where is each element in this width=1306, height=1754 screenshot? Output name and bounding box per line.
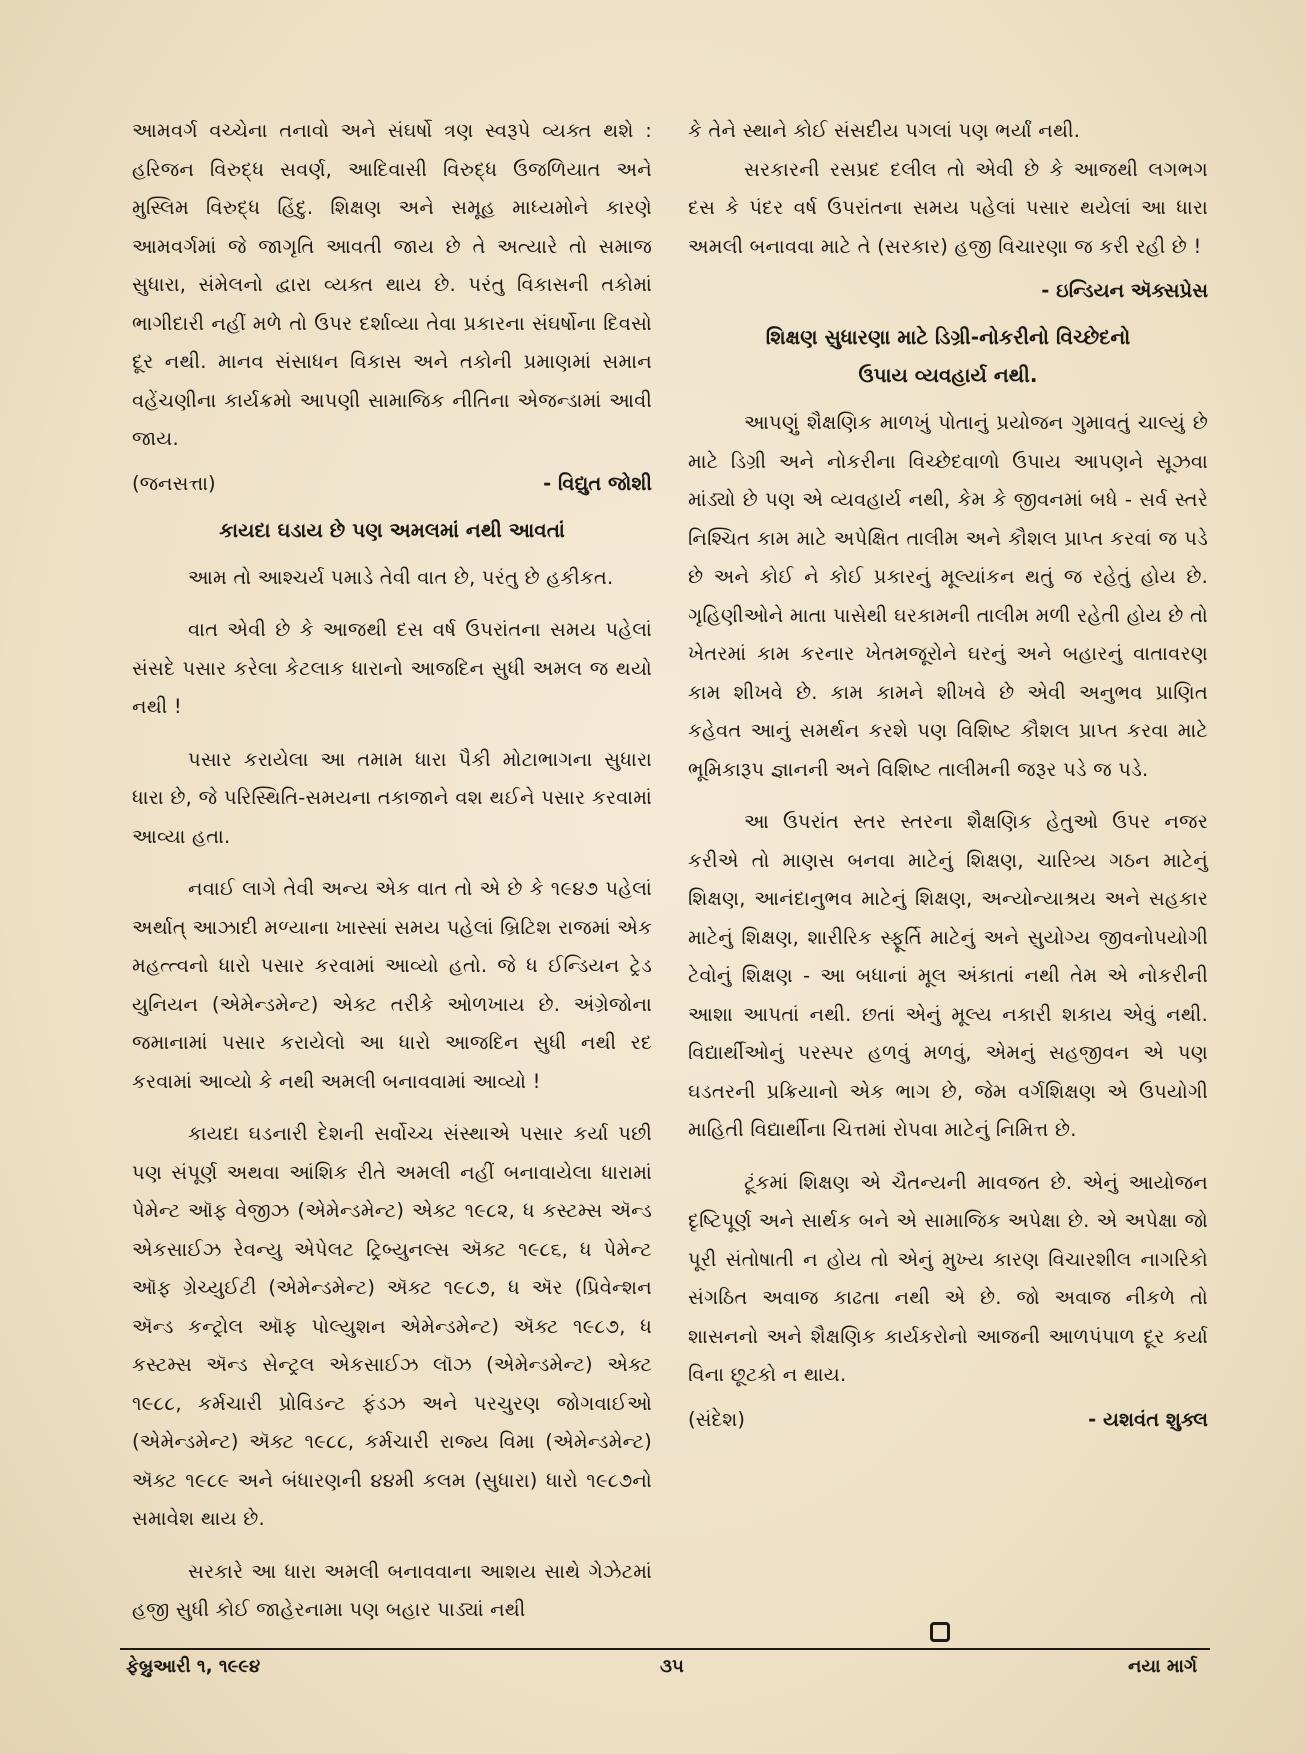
- section-heading: [688, 318, 1208, 394]
- article-paragraph: આમવર્ગ વચ્ચેના તનાવો અને સંઘર્ષો ત્રણ સ્વરૂપે વ્યક્ત થશે : હરિજન વિરુદ્ધ સવર્ણ, આદિવાસી વિરુદ્ધ ઉજળિયાત અને મુસ્લિમ વિરુદ્ધ હિંદુ. શિક્ષણ અને સમૂહ માધ્યમોને કારણે આમવર્ગમાં જે જાગૃતિ આવતી જાય છે તે અત્યારે તો સમાજ સુધારા, સંમેલનો દ્વારા વ્યક્ત થાય છે. પરંતુ વિકાસની તકોમાં ભાગીદારી નહીં મળે તો ઉપર દર્શાવ્યા તેવા પ્રકારના સંઘર્ષોના દિવસો દૂર નથી. માનવ સંસાધન વિકાસ અને તકોની પ્રમાણમાં સમાન વહેંચણીના કાર્યક્રમો આપણી સામાજિક નીતિના એજન્ડામાં આવી જાય.: [132, 119, 652, 450]
- article-paragraph: આપણું શૈક્ષણિક માળખું પોતાનું પ્રયોજન ગુમાવતું ચાલ્યું છે માટે ડિગ્રી અને નોકરીના વિચ્છેદવાળો ઉપાય આપણને સૂઝવા માંડ્યો છે પણ એ વ્યવહાર્ય નથી, કેમ કે જીવનમાં બધે - સર્વ સ્તરે નિશ્ચિત કામ માટે અપેક્ષિત તાલીમ અને કૌશલ પ્રાપ્ત કરવાં જ પડે છે અને કોઈ ને કોઈ પ્રકારનું મૂલ્યાંકન થતું જ રહેતું હોય છે. ગૃહિણીઓને માતા પાસેથી ઘરકામની તાલીમ મળી રહેતી હોય છે તો ખેતરમાં કામ કરનાર ખેતમજૂરોને ઘરનું અને બહારનું વાતાવરણ કામ શીખવે છે. કામ કામને શીખવે છે એવી અનુભવ પ્રાણિત કહેવત આનું સમર્થન કરશે પણ વિશિષ્ટ કૌશલ પ્રાપ્ત કરવા માટે ભૂમિકારૂપ જ્ઞાનની અને વિશિષ્ટ તાલીમની જરૂર પડે જ પડે.: [688, 411, 1208, 781]
- attribution: [132, 465, 652, 503]
- article-paragraph: પસાર કરાયેલા આ તમામ ધારા પૈકી મોટાભાગના સુધારા ધારા છે, જે પરિસ્થિતિ-સમયના તકાજાને વશ થઈને પસાર કરવામાં આવ્યા હતા.: [132, 747, 652, 848]
- section-heading-line: ઉપાય વ્યવહાર્ય નથી.: [858, 363, 1038, 387]
- attribution-author: - ઇન્ડિયન ઍક્સપ્રેસ: [1041, 279, 1208, 302]
- left-column: [132, 112, 652, 1630]
- attribution-author: - યશવંત શુક્લ: [1088, 1407, 1208, 1431]
- footer-rule: [120, 1648, 1210, 1650]
- article-paragraph: નવાઈ લાગે તેવી અન્ય એક વાત તો એ છે કે ૧૯૪૭ પહેલાં અર્થાત્ આઝાદી મળ્યાના ખાસ્સાં સમય પહેલાં બ્રિટિશ રાજમાં એક મહત્ત્વનો ધારો પસાર કરવામાં આવ્યો હતો. જે ધ ઈન્ડિયન ટ્રેડ યુનિયન (એમેન્ડમેન્ટ) એક્ટ તરીકે ઓળખાય છે. અંગ્રેજોના જમાનામાં પસાર કરાયેલો આ ધારો આજદિન સુધી નથી રદ કરવામાં આવ્યો કે નથી અમલી બનાવવામાં આવ્યો !: [132, 877, 652, 1093]
- section-heading: કાયદા ઘડાય છે પણ અમલમાં નથી આવતાં: [219, 517, 565, 542]
- publication-name: નયા માર્ગ: [1128, 1656, 1198, 1677]
- article-paragraph: ટૂંકમાં શિક્ષણ એ ચૈતન્યની માવજત છે. એનું આયોજન દૃષ્ટિપૂર્ણ અને સાર્થક બને એ સામાજિક અપેક્ષા છે. એ અપેક્ષા જો પૂરી સંતોષાતી ન હોય તો એનું મુખ્ય કારણ વિચારશીલ નાગરિકો સંગઠિત અવાજ કાઢતા નથી એ છે. જો અવાજ નીકળે તો શાસનનો અને શૈક્ષણિક કાર્યકરોનો આજની આળપંપાળ દૂર કર્યા વિના છૂટકો ન થાય.: [688, 1170, 1208, 1386]
- end-of-article-icon: [930, 1622, 950, 1642]
- attribution: [688, 1401, 1208, 1439]
- attribution-author: - વિદ્યુત જોશી: [543, 471, 652, 495]
- attribution-source: (સંદેશ): [688, 1407, 745, 1431]
- article-paragraph: આ ઉપરાંત સ્તર સ્તરના શૈક્ષણિક હેતુઓ ઉપર નજર કરીએ તો માણસ બનવા માટેનું શિક્ષણ, ચારિત્ર્ય ગઠન માટેનું શિક્ષણ, આનંદાનુભવ માટેનું શિક્ષણ, અન્યોન્યાશ્રય અને સહકાર માટેનું શિક્ષણ, શારીરિક સ્ફૂર્તિ માટેનું અને સુયોગ્ય જીવનોપયોગી ટેવોનું શિક્ષણ - આ બધાનાં મૂલ અંકાતાં નથી તેમ એ નોકરીની આશા આપતાં નથી. છતાં એનું મૂલ્ય નકારી શકાય એવું નથી. વિદ્યાર્થીઓનું પરસ્પર હળવું મળવું, એમનું સહજીવન એ પણ ઘડતરની પ્રક્રિયાનો એક ભાગ છે, જેમ વર્ગશિક્ષણ એ ઉપયોગી માહિતી વિદ્યાર્થીના ચિત્તમાં રોપવા માટેનું નિમિત્ત છે.: [688, 810, 1208, 1141]
- article-paragraph: કાયદા ઘડનારી દેશની સર્વોચ્ચ સંસ્થાએ પસાર કર્યા પછી પણ સંપૂર્ણ અથવા આંશિક રીતે અમલી નહીં બનાવાયેલા ધારામાં પેમેન્ટ ઑફ વેજીઝ (એમેન્ડમેન્ટ) એક્ટ ૧૯૮૨, ધ કસ્ટમ્સ ઍન્ડ એકસાઈઝ રેવન્યુ એપેલટ ટ્રિબ્યુનલ્સ ઍક્ટ ૧૯૮૬, ધ પેમેન્ટ ઑફ ગ્રેચ્યુઈટી (એમેન્ડમેન્ટ) ઍક્ટ ૧૯૮૭, ધ ઍર (પ્રિવેન્શન ઍન્ડ કન્ટ્રોલ ઑફ પોલ્યુશન એમેન્ડમેન્ટ) ઍક્ટ ૧૯૮૭, ધ કસ્ટમ્સ ઍન્ડ સેન્ટ્રલ એકસાઈઝ લૉઝ (એમેન્ડમેન્ટ) એક્ટ ૧૯૮૮, કર્મચારી પ્રોવિડન્ટ ફંડઝ અને પરચુરણ જોગવાઈઓ (એમેન્ડમેન્ટ) ઍક્ટ ૧૯૮૮, કર્મચારી રાજ્ય વિમા (એમેન્ડમેન્ટ) ઍક્ટ ૧૯૮૯ અને બંધારણની ૪૪મી કલમ (સુધારા) ધારો ૧૯૮૭નો સમાવેશ થાય છે.: [132, 1122, 652, 1530]
- right-column: [688, 112, 1208, 1439]
- article-paragraph: વાત એવી છે કે આજથી દસ વર્ષ ઉપરાંતના સમય પહેલાં સંસદે પસાર કરેલા કેટલાક ધારાનો આજદિન સુધી અમલ જ થયો નથી !: [132, 618, 652, 718]
- article-paragraph: સરકારે આ ધારા અમલી બનાવવાના આશય સાથે ગેઝેટમાં હજી સુધી કોઈ જાહેરનામા પણ બહાર પાડ્યાં નથી: [132, 1559, 652, 1621]
- attribution: [688, 272, 1208, 310]
- article-paragraph: આમ તો આશ્ચર્ય પમાડે તેવી વાત છે, પરંતુ છે હકીકત.: [188, 565, 614, 589]
- article-paragraph: સરકારની રસપ્રદ દલીલ તો એવી છે કે આજથી લગભગ દસ કે પંદર વર્ષ ઉપરાંતના સમય પહેલાં પસાર થયેલાં આ ધારા અમલી બનાવવા માટે તે (સરકાર) હજી વિચારણા જ કરી રહી છે !: [688, 157, 1208, 258]
- attribution-source: (જનસત્તા): [132, 471, 216, 495]
- section-heading-line: શિક્ષણ સુધારણા માટે ડિગ્રી-નોકરીનો વિચ્છેદનો: [765, 325, 1131, 349]
- page-number: ૩૫: [660, 1656, 684, 1677]
- footer-date: ફેબ્રુઆરી ૧, ૧૯૯૪: [126, 1656, 261, 1677]
- article-paragraph: કે તેને સ્થાને કોઈ સંસદીય પગલાં પણ ભર્યાં નથી.: [688, 119, 1081, 142]
